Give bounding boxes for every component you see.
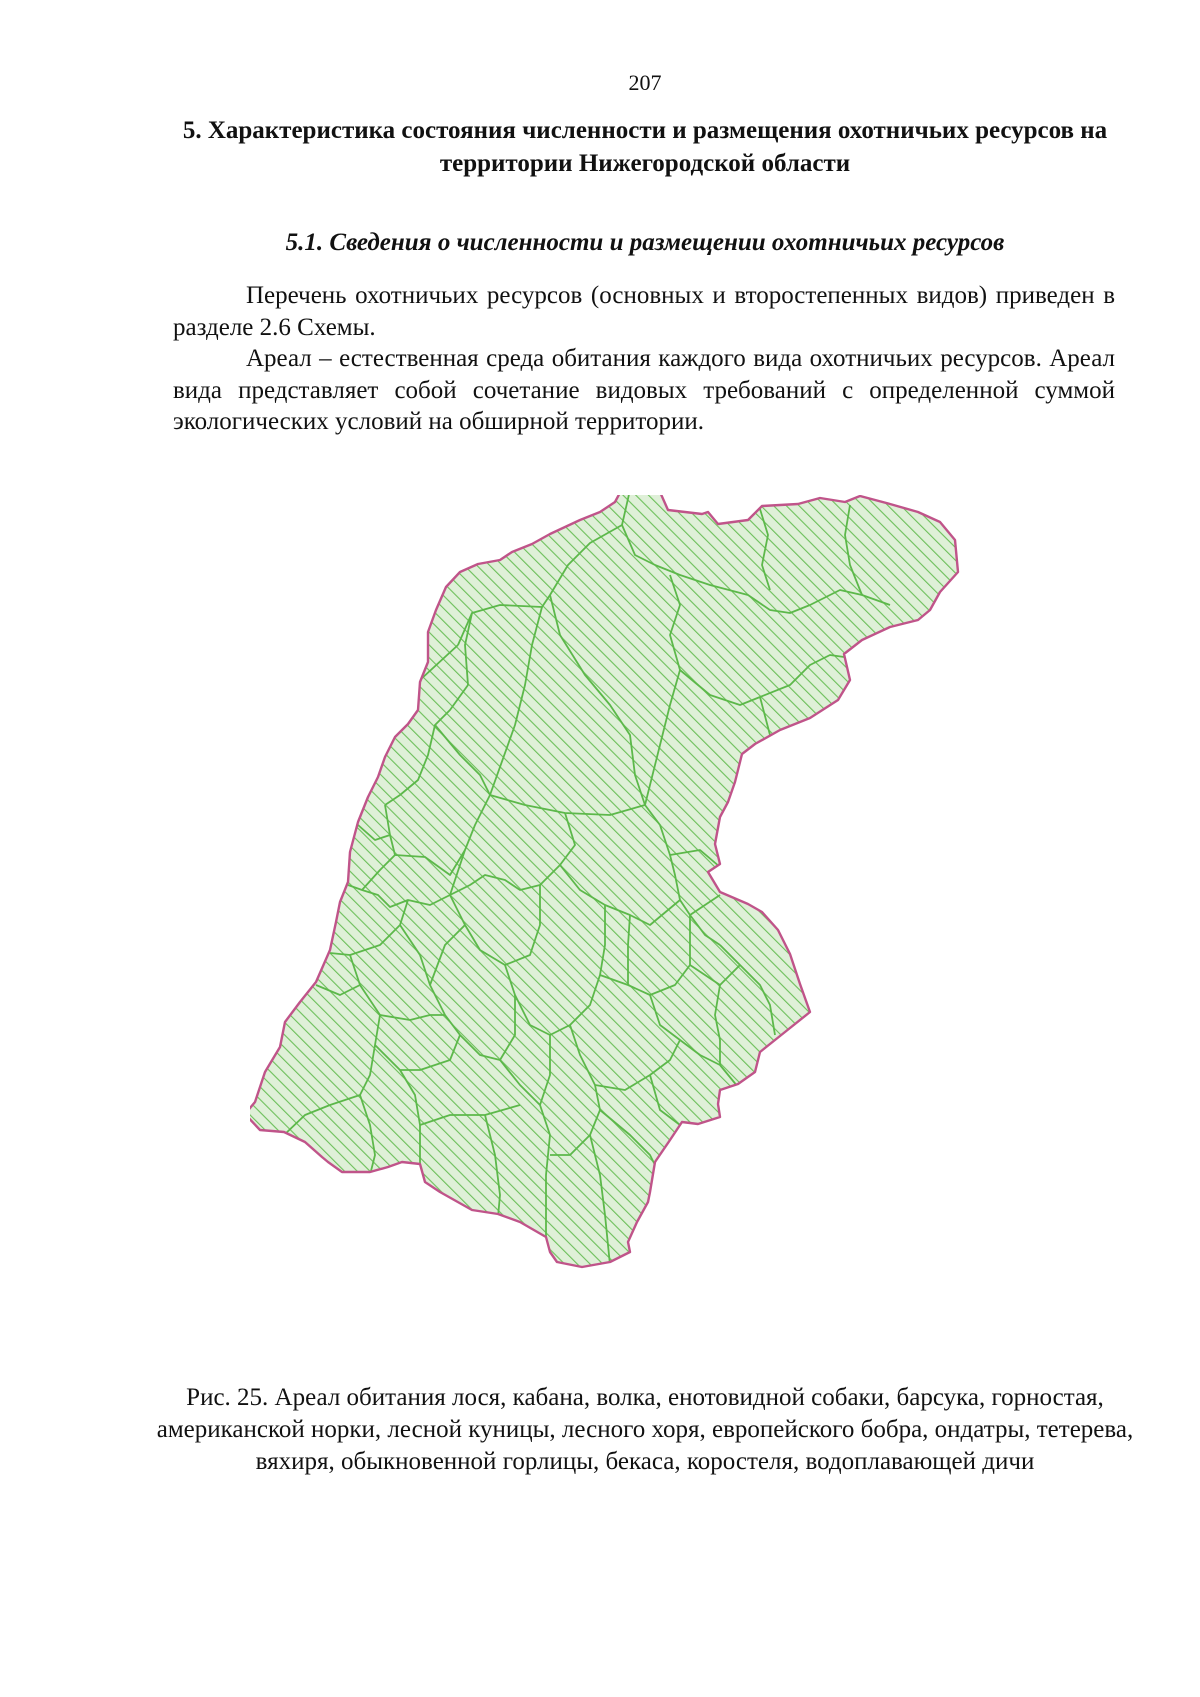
section-title: 5. Характеристика состояния численности и размещения охотничьих ресурсов на территории Нижегородской области bbox=[182, 117, 1108, 177]
page-number: 207 bbox=[628, 70, 662, 95]
subsection-title: 5.1. Сведения о численности и размещении охотничьих ресурсов bbox=[285, 229, 1005, 256]
nizhny-novgorod-region-map bbox=[250, 495, 958, 1267]
habitat-area bbox=[250, 495, 958, 1267]
paragraph-2: Ареал – естественная среда обитания каждого вида охотничьих ресурсов. Ареал вида представляет собой сочетание видовых требований с определенной суммой экологических условий на обширной территории. bbox=[173, 345, 1115, 435]
figure-caption: Рис. 25. Ареал обитания лося, кабана, волка, енотовидной собаки, барсука, горностая, американской норки, лесной куницы, лесного хоря, европейского бобра, ондатры, тетерева, вяхиря, обыкновенной горлицы, бекаса, коростеля, водоплавающей дичи bbox=[156, 1384, 1134, 1475]
habitat-map bbox=[250, 495, 1050, 1355]
body-text bbox=[173, 280, 1115, 438]
paragraph-1: Перечень охотничьих ресурсов (основных и второстепенных видов) приведен в разделе 2.6 Схемы. bbox=[173, 282, 1115, 341]
